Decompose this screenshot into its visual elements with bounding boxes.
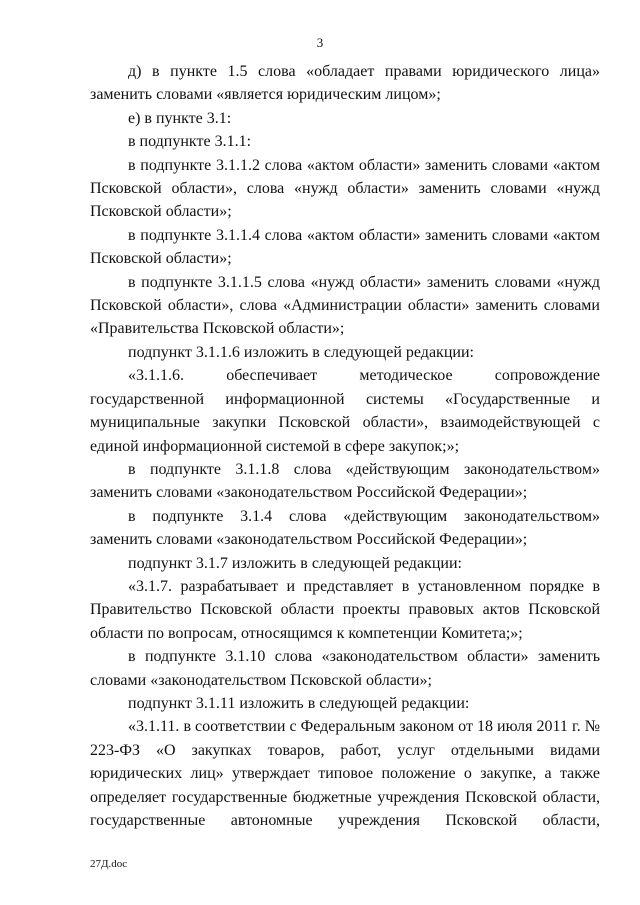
paragraph: подпункт 3.1.1.6 изложить в следующей редакции:	[128, 343, 474, 361]
paragraph: в подпункте 3.1.1.8 слова «действующим законодательством» заменить словами «законодательством Российской Федерации»;	[90, 460, 600, 502]
file-name-footer: 27Д.doc	[90, 858, 128, 870]
paragraph: подпункт 3.1.11 изложить в следующей редакции:	[128, 694, 470, 712]
paragraph: «3.1.7. разрабатывает и представляет в установленном порядке в Правительство Псковской области проекты правовых актов Псковской области по вопросам, относящимся к компетенции Комитета;»;	[90, 577, 600, 642]
document-body	[90, 60, 600, 832]
paragraph: в подпункте 3.1.4 слова «действующим законодательством» заменить словами «законодательством Российской Федерации»;	[90, 507, 600, 549]
paragraph: «3.1.11. в соответствии с Федеральным законом от 18 июля 2011 г. № 223-ФЗ «О закупках товаров, работ, услуг отдельными видами юридических лиц» утверждает типовое положение о закупке, а также определяет государственные бюджетные учреждения Псковской области, государственные автономные учреждения Псковской области,	[90, 718, 600, 829]
paragraph: д) в пункте 1.5 слова «обладает правами юридического лица» заменить словами «является юридическим лицом»;	[90, 63, 600, 104]
paragraph: в подпункте 3.1.10 слова «законодательством области» заменить словами «законодательством Псковской области»;	[90, 648, 600, 689]
paragraph: е) в пункте 3.1:	[128, 109, 232, 127]
paragraph: в подпункте 3.1.1:	[128, 133, 252, 151]
paragraph: подпункт 3.1.7 изложить в следующей редакции:	[128, 554, 462, 572]
paragraph: в подпункте 3.1.1.2 слова «актом области» заменить словами «актом Псковской области», слова «нужд области» заменить словами «нужд Псковской области»;	[90, 156, 600, 221]
paragraph: «3.1.1.6. обеспечивает методическое сопровождение государственной информационной системы «Государственные и муниципальные закупки Псковской области», взаимодействующей с единой информационной системой в сфере закупок;»;	[90, 367, 600, 455]
paragraph: в подпункте 3.1.1.4 слова «актом области» заменить словами «актом Псковской области»;	[90, 226, 600, 268]
paragraph: в подпункте 3.1.1.5 слова «нужд области» заменить словами «нужд Псковской области», слова «Администрации области» заменить словами «Правительства Псковской области»;	[90, 273, 600, 338]
page-number: 3	[316, 35, 324, 50]
